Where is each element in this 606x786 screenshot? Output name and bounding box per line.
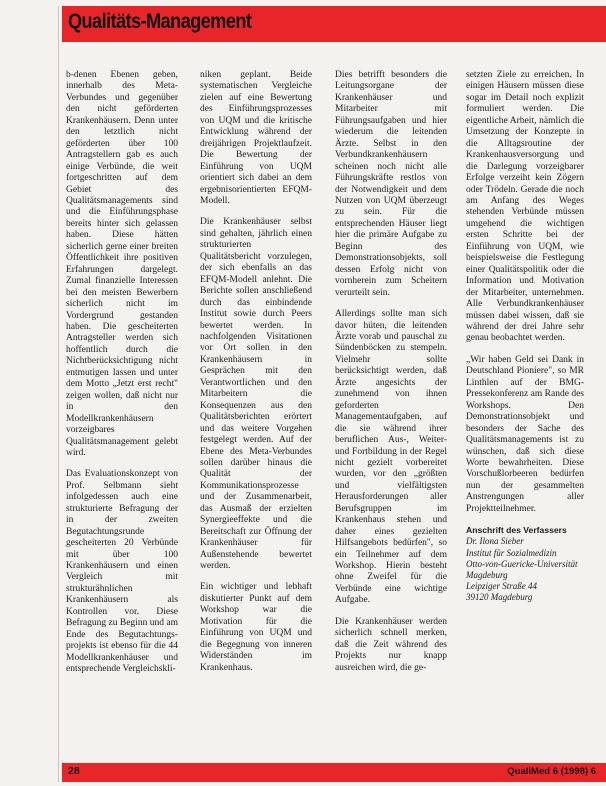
paragraph: Dies betrifft besonders die Leitungsorgane der Krankenhäuser und Mitarbeiter mit Führungsaufgaben und hier wiederum die leitenden Ärzte. Selbst in den Verbundkrankenhäusern scheinen noch nicht alle Führungskräfte restlos von der Notwendigkeit und dem Nutzen von UQM überzeugt zu sein. Für die entsprechenden Häuser liegt hier die primäre Aufgabe zu Beginn des Demonstrationsobjekts, soll dessen Erfolg nicht von vornherein zum Scheitern verurteilt sein. bbox=[335, 70, 447, 298]
address-heading: Anschrift des Verfassers bbox=[466, 525, 567, 536]
paragraph: b-denen Ebenen geben, innerhalb des Meta-Verbundes und gegenüber den nicht geförderten Krankenhäusern. Denn unter den letztlich nicht geförderten über 100 Antragstellern gab es auch einige Verbünde, die weit fortgeschritten auf dem Gebiet des Qualitätsmanagements sind und die Einführungsphase bereits hinter sich gelassen haben. Diese hätten sicherlich gerne einer breiten Öffentlichkeit ihre positiven Erfahrungen dargelegt. Zumal finanzielle Interessen bei den meisten Bewerbern sicherlich nicht im Vordergrund gestanden haben. Die gescheiterten Antragsteller werden sich hoffentlich durch die Nichtberücksichtigung nicht entmutigen lassen und unter dem Motto „Jetzt erst recht" zeigen wollen, daß nicht nur in den Modellkrankenhäusern vorzeigbares Qualitätsmanagement gelebt wird. bbox=[66, 70, 178, 458]
paragraph: „Wir haben Geld sei Dank in Deutschland Pioniere", so MR Linthlen auf der BMG-Pressekonferenz am Rande des Workshops. Den Demonstrationsobjekt und besonders der Sache des Qualitätsmanagements ist zu wünschen, daß sich diese Worte bewahrheiten. Diese Vorschußlorbeeren bedürfen nun der gesammelten Anstrengungen aller Projektteilnehmer. bbox=[466, 354, 584, 514]
address-line: Otto-von-Guericke-Universität bbox=[466, 558, 578, 569]
address-line: Leipziger Straße 44 bbox=[466, 581, 537, 592]
address-line: Dr. Ilona Sieber bbox=[466, 536, 524, 547]
paragraph: setzten Ziele zu erreichen. In einigen Häusern müssen diese sogar im Detail noch explizit formuliert werden. Die eigentliche Arbeit, nämlich die Umsetzung der Konzepte in die Alltagsroutine der Krankenhausversorgung und die Darlegung vorzeigbarer Erfolge verzeiht kein Zögern oder Trödeln. Gerade die noch am Anfang des Weges stehenden Verbünde müssen umgehend die wichtigen ersten Schritte bei der Einführung von UQM, wie beispielsweise die Festlegung einer Qualitätspolitik oder die Information und Motivation der Mitarbeiter, unternehmen. Alle Verbundkrankenhäuser müssen dabei wissen, daß sie während der drei Jahre sehr genau beobachtet werden. bbox=[466, 70, 584, 344]
paragraph: Die Krankenhäuser werden sicherlich schnell merken, daß die Zeit während des Projekts nur knapp ausreichen wird, die ge- bbox=[335, 616, 447, 673]
text-column-2 bbox=[200, 70, 312, 684]
author-address bbox=[466, 525, 584, 603]
text-column-1 bbox=[66, 70, 178, 686]
paragraph: Allerdings sollte man sich davor hüten, die leitenden Ärzte vorab und pauschal zu Sündenböcken zu stempeln. Vielmehr sollte berücksichtigt werden, daß Ärzte angesichts der zunehmend von ihnen geforderten Managementaufgaben, auf die sie während ihrer beruflichen Aus-, Weiter- und Fortbildung in der Regel nicht gezielt vorbereitet wurden, vor den „größten und vielfältigsten Herausforderungen aller Berufsgruppen im Krankenhaus stehen und daher eines gezielten Hilfsangebots bedürfen", so ein Teilnehmer auf dem Workshop. Hierin besteht ohne Zweifel für die Verbünde eine wichtige Aufgabe. bbox=[335, 309, 447, 606]
paragraph: Ein wichtiger und lebhaft diskutierter Punkt auf dem Workshop war die Motivation für die Einführung von UQM und die Begegnung von inneren Widerständen im Krankenhaus. bbox=[200, 582, 312, 673]
text-column-3 bbox=[335, 70, 447, 684]
text-column-4 bbox=[466, 70, 584, 604]
page-number: 28 bbox=[68, 765, 80, 777]
page-edge-rule bbox=[58, 6, 59, 782]
paragraph: niken geplant. Beide systematischen Vergleiche zielen auf eine Bewertung des Einführungsprozesses von UQM und die kritische Entwicklung während der dreijährigen Projektlaufzeit. Die Bewertung der Einführung von UQM orientiert sich dabei an dem ergebnisorientierten EFQM-Modell. bbox=[200, 70, 312, 206]
section-title: Qualitäts-Management bbox=[68, 10, 252, 33]
paragraph: Die Krankenhäuser selbst sind gehalten, jährlich einen strukturierten Qualitätsbericht vorzulegen, der sich ebenfalls an das EFQM-Modell anlehnt. Die Berichte sollen anschließend durch das einbindende Institut sowie durch Peers bewertet werden. In nachfolgenden Visitationen vor Ort sollen in den Krankenhäusern in Gesprächen mit den Verantwortlichen und den Mitarbeitern die Konsequenzen aus den Qualitätsberichten erörtert und das weitere Vorgehen festgelegt werden. Auf der Ebene des Meta-Verbundes sollen darüber hinaus die Qualität der Kommunikationsprozesse und der Zusammenarbeit, das Ausmaß der erzielten Synergieeffekte und die Bereitschaft zur Öffnung der Krankenhäuser für Außenstehende bewertet werden. bbox=[200, 217, 312, 572]
paragraph: Das Evaluationskonzept von Prof. Selbmann sieht infolgedessen auch eine strukturierte Befragung der in der zweiten Begutachtungsrunde gescheiterten 20 Verbünde mit über 100 Krankenhäusern und einen Vergleich mit strukturähnlichen Krankenhäusern als Kontrollen vor. Diese Befragung zu Beginn und am Ende des Begutachtungs-projekts ist ebenso für die 44 Modellkrankenhäuser und entsprechende Vergleichskli- bbox=[66, 469, 178, 675]
journal-reference: QualiMed 6 (1998) 6 bbox=[507, 766, 596, 777]
address-line: Institut für Sozialmedizin bbox=[466, 547, 557, 558]
address-line: Magdeburg bbox=[466, 570, 508, 581]
address-line: 39120 Magdeburg bbox=[466, 592, 533, 603]
